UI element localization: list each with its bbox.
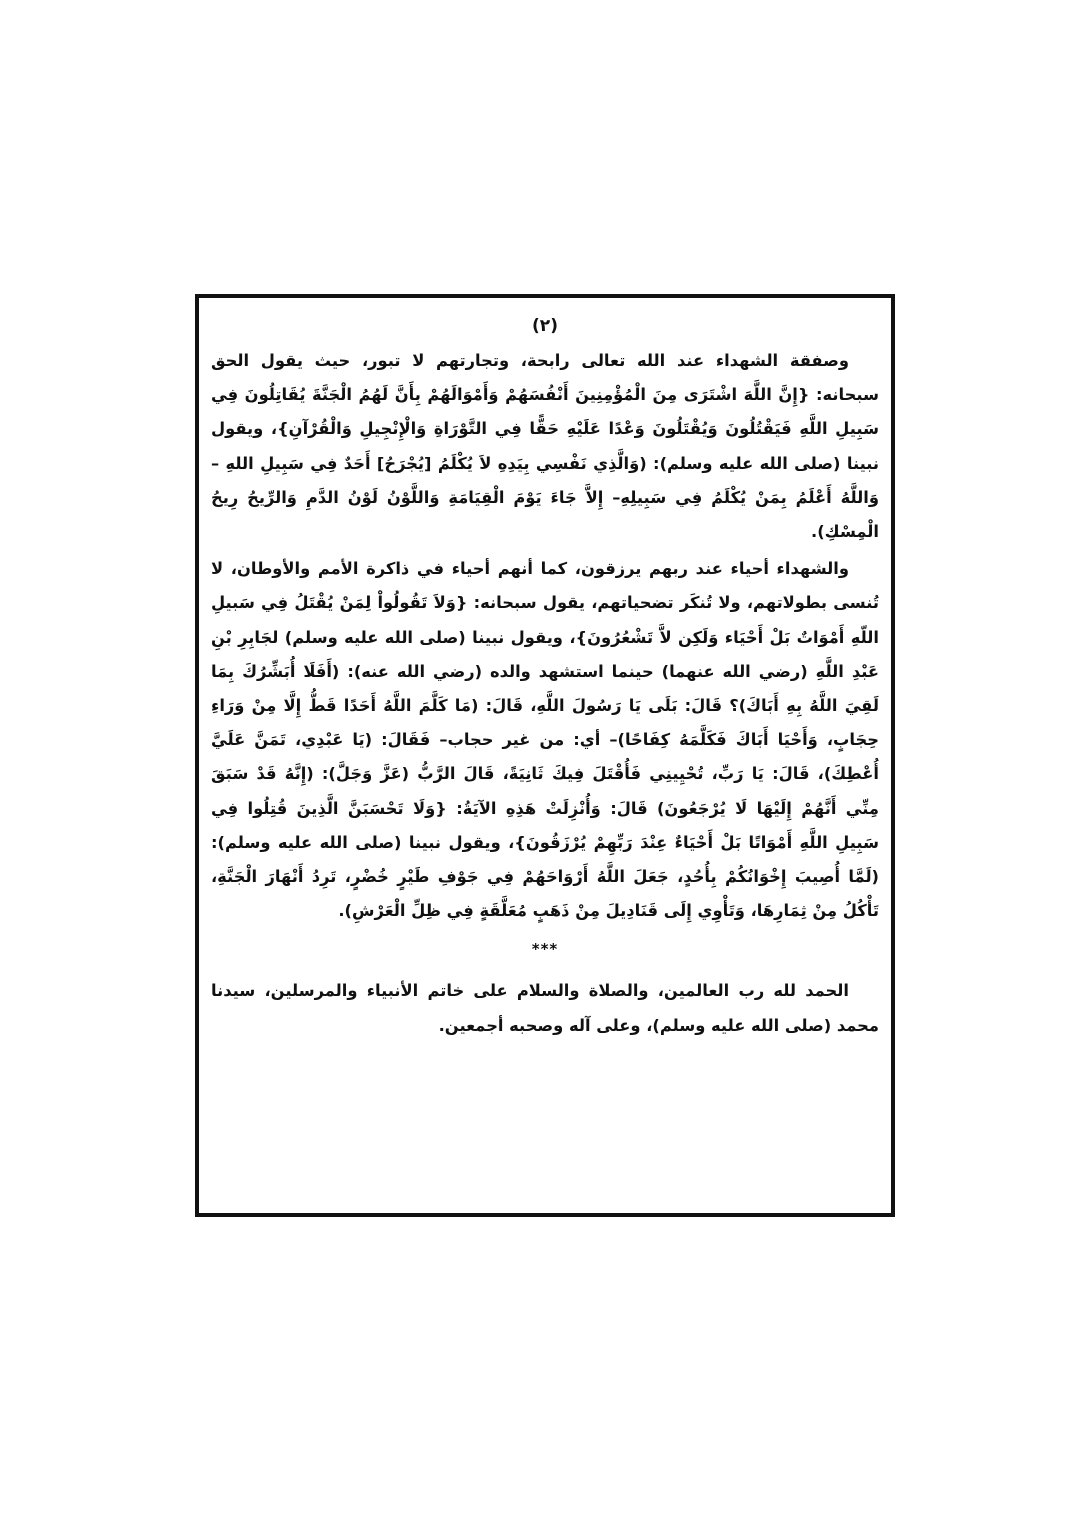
- paragraph-closing-prayer: الحمد لله رب العالمين، والصلاة والسلام على خاتم الأنبياء والمرسلين، سيدنا محمد (صلى الله عليه وسلم)، وعلى آله وصحبه أجمعين.: [211, 981, 879, 1035]
- page-content: [211, 344, 879, 1043]
- paragraph-martyrs-bargain: وصفقة الشهداء عند الله تعالى رابحة، وتجارتهم لا تبور، حيث يقول الحق سبحانه: {إِنَّ اللَّهَ اشْتَرَى مِنَ الْمُؤْمِنِينَ أَنْفُسَهُمْ وَأَمْوَالَهُمْ بِأَنَّ لَهُمُ الْجَنَّةَ يُقَاتِلُونَ فِي سَبِيلِ اللَّهِ فَيَقْتُلُونَ وَيُقْتَلُونَ وَعْدًا عَلَيْهِ حَقًّا فِي التَّوْرَاةِ وَالْإِنْجِيلِ وَالْقُرْآنِ}، ويقول نبينا (صلى الله عليه وسلم): (وَالَّذِي نَفْسِي بِيَدِهِ لاَ يُكْلَمُ [يُجْرَحُ] أَحَدٌ فِي سَبِيلِ اللهِ – وَاللَّهُ أَعْلَمُ بِمَنْ يُكْلَمُ فِي سَبِيلِهِ– إِلاَّ جَاءَ يَوْمَ الْقِيَامَةِ وَاللَّوْنُ لَوْنُ الدَّمِ وَالرِّيحُ رِيحُ الْمِسْكِ).: [211, 351, 879, 542]
- page-number: (٢): [532, 316, 558, 336]
- section-separator: ***: [531, 940, 559, 959]
- page-frame: [195, 294, 895, 1217]
- paragraph-martyrs-alive: والشهداء أحياء عند ربهم يرزقون، كما أنهم أحياء في ذاكرة الأمم والأوطان، لا تُنسى بطولاتهم، ولا تُنكَر تضحياتهم، يقول سبحانه: {وَلاَ تَقُولُواْ لِمَنْ يُقْتَلُ فِي سَبيلِ اللّهِ أَمْوَاتٌ بَلْ أَحْيَاء وَلَكِن لاَّ تَشْعُرُونَ}، ويقول نبينا (صلى الله عليه وسلم) لجَابِرِ بْنِ عَبْدِ اللَّهِ (رضي الله عنهما) حينما استشهد والده (رضي الله عنه): (أَفَلَا أُبَشِّرُكَ بِمَا لَقِيَ اللَّهُ بِهِ أَبَاكَ)؟ قَالَ: بَلَى يَا رَسُولَ اللَّهِ، قَالَ: (مَا كَلَّمَ اللَّهُ أَحَدًا قَطُّ إِلَّا مِنْ وَرَاءِ حِجَابٍ، وَأَحْيَا أَبَاكَ فَكَلَّمَهُ كِفَاحًا)– أي: من غير حجاب– فَقَالَ: (يَا عَبْدِي، تَمَنَّ عَلَيَّ أُعْطِكَ)، قَالَ: يَا رَبِّ، تُحْيِينِي فَأُقْتَلَ فِيكَ ثَانِيَةً، قَالَ الرَّبُّ (عَزَّ وَجَلَّ): (إِنَّهُ قَدْ سَبَقَ مِنِّي أَنَّهُمْ إِلَيْهَا لَا يُرْجَعُونَ) قَالَ: وَأُنْزِلَتْ هَذِهِ الآيَةُ: {وَلَا تَحْسَبَنَّ الَّذِينَ قُتِلُوا فِي سَبِيلِ اللَّهِ أَمْوَاتًا بَلْ أَحْيَاءٌ عِنْدَ رَبِّهِمْ يُرْزَقُونَ}، ويقول نبينا (صلى الله عليه وسلم): (لَمَّا أُصِيبَ إِخْوَانُكُمْ بِأُحُدٍ، جَعَلَ اللَّهُ أَرْوَاحَهُمْ فِي جَوْفِ طَيْرٍ خُضْرٍ، تَرِدُ أَنْهَارَ الْجَنَّةِ، تَأْكُلُ مِنْ ثِمَارِهَا، وَتَأْوِي إِلَى قَنَادِيلَ مِنْ ذَهَبٍ مُعَلَّقَةٍ فِي ظِلِّ الْعَرْشِ).: [211, 559, 879, 921]
